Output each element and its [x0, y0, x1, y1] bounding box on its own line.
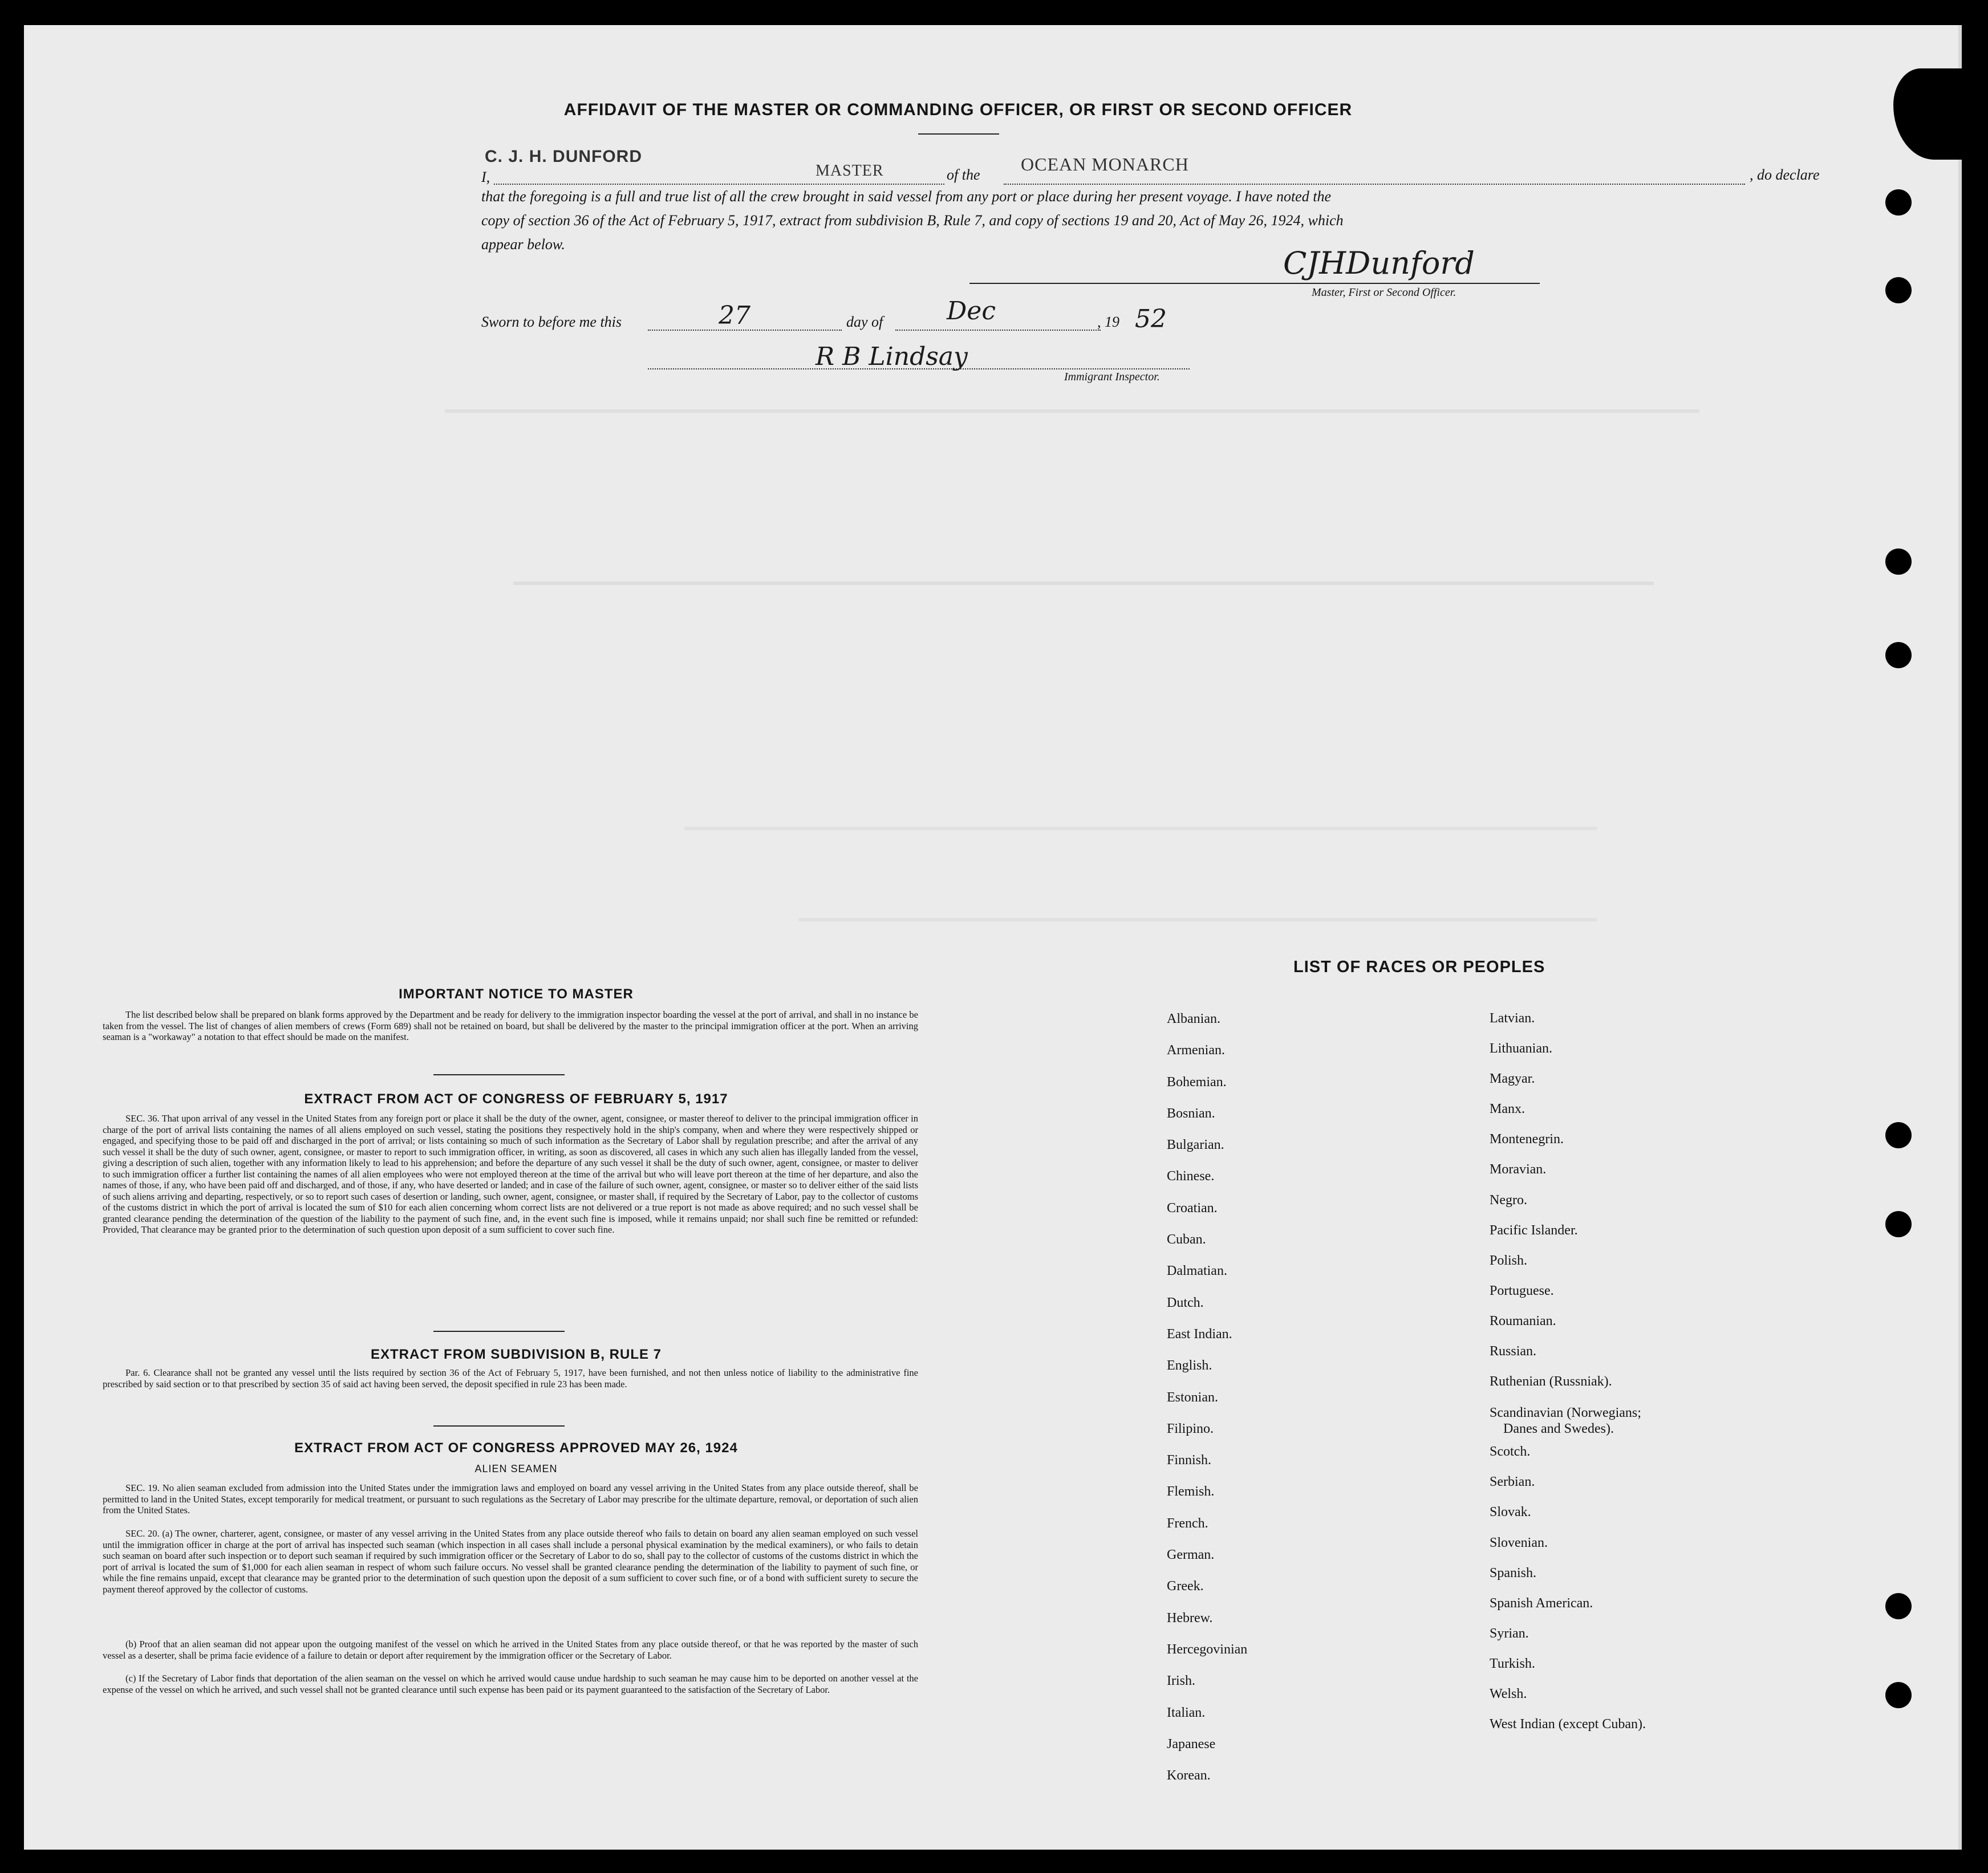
extract-rule7-text: Par. 6. Clearance shall not be granted any vessel until the lists required by section 36 of the Act of February 5, 1917, have been furnished, and not then unless notice of liability to the administrative fine prescribed by said section or to that prescribed by section 35 of said act having been served, the deposit specified in rule 23 has been made.	[103, 1367, 918, 1389]
inspector-signature: R B Lindsay	[816, 342, 968, 371]
races-col1	[1167, 1003, 1406, 1791]
day-of-label: day of	[846, 314, 883, 330]
race-item: West Indian (except Cuban).	[1490, 1717, 1646, 1732]
affidavit-body-line3: appear below.	[481, 236, 565, 253]
vessel-name-stamp: OCEAN MONARCH	[1021, 154, 1189, 174]
vessel-line	[1004, 184, 1745, 185]
punch-hole	[1885, 1211, 1912, 1237]
race-item: Russian.	[1490, 1344, 1537, 1359]
race-item: Serbian.	[1490, 1474, 1535, 1490]
of-the-label: of the	[947, 166, 980, 183]
race-item: Flemish.	[1167, 1484, 1215, 1500]
signature-line	[969, 283, 1540, 284]
race-item: German.	[1167, 1547, 1215, 1563]
race-item: Welsh.	[1490, 1686, 1527, 1701]
race-item: Estonian.	[1167, 1389, 1218, 1405]
name-line	[494, 184, 944, 185]
race-item: Korean.	[1167, 1768, 1211, 1783]
race-item: Bulgarian.	[1167, 1137, 1224, 1153]
extract-1924-sec20c: (c) If the Secretary of Labor finds that deportation of the alien seaman on the vessel on which he arrived would cause undue hardship to such seaman he may cause him to be deported on another vessel at the expense of the vessel on which he arrived, and such vessel shall not be granted clearance until such expense has been paid or its payment guaranteed to the satisfaction of the Secretary of Labor.	[103, 1673, 918, 1695]
punch-hole	[1885, 642, 1912, 668]
race-item: Albanian.	[1167, 1011, 1220, 1026]
punch-hole	[1885, 1682, 1912, 1708]
affidavit-body-line1: that the foregoing is a full and true list of all the crew brought in said vessel from any port or place during her present voyage. I have noted the	[481, 188, 1331, 205]
race-item: Hercegovinian	[1167, 1642, 1248, 1657]
race-item: Montenegrin.	[1490, 1132, 1564, 1147]
punch-hole	[1885, 189, 1912, 216]
races-title: LIST OF RACES OR PEOPLES	[1293, 958, 1545, 976]
race-item: Spanish.	[1490, 1565, 1537, 1581]
master-signature: CJHDunford	[1283, 245, 1475, 281]
race-item: Chinese.	[1167, 1169, 1215, 1184]
signer-caption: Master, First or Second Officer.	[1312, 286, 1456, 299]
bleed-through	[445, 409, 1699, 413]
race-item: Ruthenian (Russniak).	[1490, 1374, 1612, 1389]
sworn-year: 52	[1135, 304, 1167, 334]
punch-hole	[1885, 549, 1912, 575]
race-item: Filipino.	[1167, 1421, 1214, 1436]
master-name-stamp: C. J. H. DUNFORD	[485, 147, 643, 166]
race-item: Cuban.	[1167, 1232, 1206, 1248]
race-item: Roumanian.	[1490, 1313, 1556, 1328]
race-item: Japanese	[1167, 1736, 1216, 1752]
extract-1924-sec20b: (b) Proof that an alien seaman did not appear upon the outgoing manifest of the vessel on which he arrived in the United States from any place outside thereof, or that he was reported by the master of such vessel as a deserter, shall be prima facie evidence of a failure to detain or deport after requirement by the immigration officer or the Secretary of Labor.	[103, 1639, 918, 1661]
punch-hole	[1885, 1122, 1912, 1148]
affidavit-title: AFFIDAVIT OF THE MASTER OR COMMANDING OFFICER, OR FIRST OR SECOND OFFICER	[563, 100, 1353, 119]
race-item: East Indian.	[1167, 1326, 1232, 1342]
section-divider	[433, 1425, 565, 1427]
race-item: Moravian.	[1490, 1162, 1547, 1177]
punch-hole	[1885, 1593, 1912, 1619]
extract-1924-subtitle: ALIEN SEAMEN	[474, 1463, 558, 1474]
race-item: Magyar.	[1490, 1071, 1535, 1087]
extract-1924-title: EXTRACT FROM ACT OF CONGRESS APPROVED MAY 26, 1924	[294, 1440, 738, 1456]
race-item: Scotch.	[1490, 1444, 1531, 1460]
race-item: Polish.	[1490, 1253, 1528, 1268]
race-item: Lithuanian.	[1490, 1041, 1552, 1057]
section-divider	[433, 1074, 565, 1075]
race-item: Manx.	[1490, 1102, 1525, 1117]
race-item: Slovenian.	[1490, 1535, 1548, 1550]
race-item: Armenian.	[1167, 1043, 1225, 1058]
race-item: Hebrew.	[1167, 1610, 1213, 1626]
race-item: Negro.	[1490, 1192, 1527, 1208]
race-item: Scandinavian (Norwegians;	[1490, 1405, 1641, 1421]
race-item: Italian.	[1167, 1705, 1206, 1720]
notice-title: IMPORTANT NOTICE TO MASTER	[399, 986, 634, 1002]
race-item: Finnish.	[1167, 1453, 1212, 1468]
race-item: French.	[1167, 1516, 1208, 1531]
section-divider	[433, 1331, 565, 1332]
race-item: Pacific Islander.	[1490, 1222, 1578, 1238]
affidavit-body-line2: copy of section 36 of the Act of February 5, 1917, extract from subdivision B, Rule 7, and copy of sections 19 and 20, Act of May 26, 1924, which	[481, 212, 1344, 229]
race-item: Spanish American.	[1490, 1595, 1593, 1611]
race-item: Slovak.	[1490, 1505, 1531, 1520]
year-prefix: , 19	[1097, 314, 1119, 330]
do-declare-label: , do declare	[1750, 166, 1820, 183]
race-item: Croatian.	[1167, 1200, 1218, 1216]
race-item: Syrian.	[1490, 1626, 1529, 1641]
sworn-day: 27	[719, 301, 750, 330]
race-item: Bohemian.	[1167, 1074, 1227, 1090]
inspector-caption: Immigrant Inspector.	[1064, 371, 1160, 383]
notice-text: The list described below shall be prepared on blank forms approved by the Department and be ready for delivery to the immigration inspector boarding the vessel at the port of arrival, and shall in no instance be taken from the vessel. The list of changes of alien members of crews (Form 689) shall not be retained on board, but shall be delivered by the master to the principal immigration officer at the port. When an arriving seaman is a "workaway" a notation to that effect should be made on the manifest.	[103, 1009, 918, 1042]
sworn-month: Dec	[947, 296, 996, 326]
race-item: Bosnian.	[1167, 1106, 1215, 1121]
race-item: Dalmatian.	[1167, 1263, 1227, 1279]
extract-1917-title: EXTRACT FROM ACT OF CONGRESS OF FEBRUARY 5, 1917	[304, 1091, 728, 1107]
extract-rule7-title: EXTRACT FROM SUBDIVISION B, RULE 7	[370, 1347, 662, 1362]
extract-1917-text: SEC. 36. That upon arrival of any vessel in the United States from any foreign port or place it shall be the duty of the owner, agent, consignee, or master thereof to deliver to the principal immigration officer in charge of the port of arrival lists containing the names of all aliens employed on such vessel, stating the positions they respectively hold in the ship's company, when and where they were respectively shipped or engaged, and specifying those to be paid off and discharged in the port of arrival; or lists containing so much of such information as the Secretary of Labor shall by regulation prescribe; and after the arrival of any such vessel it shall be the duty of such owner, agent, consignee, or master to report to such immigration officer, in writing, as soon as discovered, all cases in which any such alien has illegally landed from the vessel, giving a description of such alien, together with any information likely to lead to his apprehension; and before the departure of any such vessel it shall be the duty of such owner, agent, consignee, or master to deliver to such immigration officer a further list containing the names of all alien employees who were not employed thereon at the time of the arrival but who will leave port thereon at the time of her departure, and also the names of those, if any, who have been paid off and discharged, and of those, if any, who have deserted or landed; and in case of the failure of such owner, agent, consignee, or master so to deliver either of the said lists of such aliens arriving and departing, respectively, or so to report such cases of desertion or landing, such owner, agent, consignee, or master shall, if required by the Secretary of Labor, pay to the collector of customs of the customs district in which the port of arrival is located the sum of $10 for each alien concerning whom correct lists are not delivered or a true report is not made as above required; and no such vessel shall be granted clearance pending the determination of the question of the liability to the payment of such fine, and, in the event such fine is imposed, while it remains unpaid; nor shall such fine be remitted or refunded: Provided, That clearance may be granted prior to the determination of such question upon deposit of a sum sufficient to cover such fine.	[103, 1113, 918, 1235]
rank-stamp: MASTER	[816, 162, 884, 180]
sworn-label: Sworn to before me this	[481, 314, 622, 330]
race-item: Dutch.	[1167, 1295, 1204, 1310]
races-col2	[1490, 1003, 1809, 1740]
bleed-through	[513, 582, 1654, 585]
race-item: Irish.	[1167, 1673, 1195, 1689]
bleed-through	[798, 918, 1597, 921]
prefix-i: I,	[481, 169, 490, 185]
inspector-line	[648, 368, 1190, 369]
race-item: Latvian.	[1490, 1011, 1535, 1026]
month-line	[895, 330, 1101, 331]
race-item: Danes and Swedes).	[1503, 1421, 1614, 1437]
race-item: Portuguese.	[1490, 1283, 1554, 1298]
extract-1924-sec20a: SEC. 20. (a) The owner, charterer, agent, consignee, or master of any vessel arriving in the United States from any place outside thereof who fails to detain on board any alien seaman employed on such vessel until the immigration officer in charge at the port of arrival has inspected such seaman (which inspection in all cases shall include a personal physical examination by the medical examiners), or who fails to detain such seaman on board after such inspection or to deport such seaman if required by such immigration officer or the Secretary of Labor to do so, shall pay to the collector of customs of the customs district in which the port of arrival is located the sum of $1,000 for each alien seaman in respect of whom such failure occurs. No vessel shall be granted clearance pending the determination of the liability to payment of such fine, or while the fine remains unpaid, except that clearance may be granted prior to the determination of such question upon the deposit of a sum sufficient to cover such fine, or of a bond with sufficient surety to secure the payment thereof approved by the collector of customs.	[103, 1528, 918, 1595]
race-item: English.	[1167, 1358, 1212, 1374]
title-divider	[918, 133, 999, 135]
race-item: Greek.	[1167, 1579, 1204, 1594]
race-item: Turkish.	[1490, 1656, 1535, 1671]
bleed-through	[684, 827, 1597, 830]
punch-hole	[1885, 277, 1912, 303]
extract-1924-sec19: SEC. 19. No alien seaman excluded from admission into the United States under the immigration laws and employed on board any vessel arriving in the United States from any place outside thereof, shall be permitted to land in the United States, except temporarily for medical treatment, or pursuant to such regulations as the Secretary of Labor may prescribe for the ultimate departure, removal, or deportation of such alien from the United States.	[103, 1482, 918, 1516]
